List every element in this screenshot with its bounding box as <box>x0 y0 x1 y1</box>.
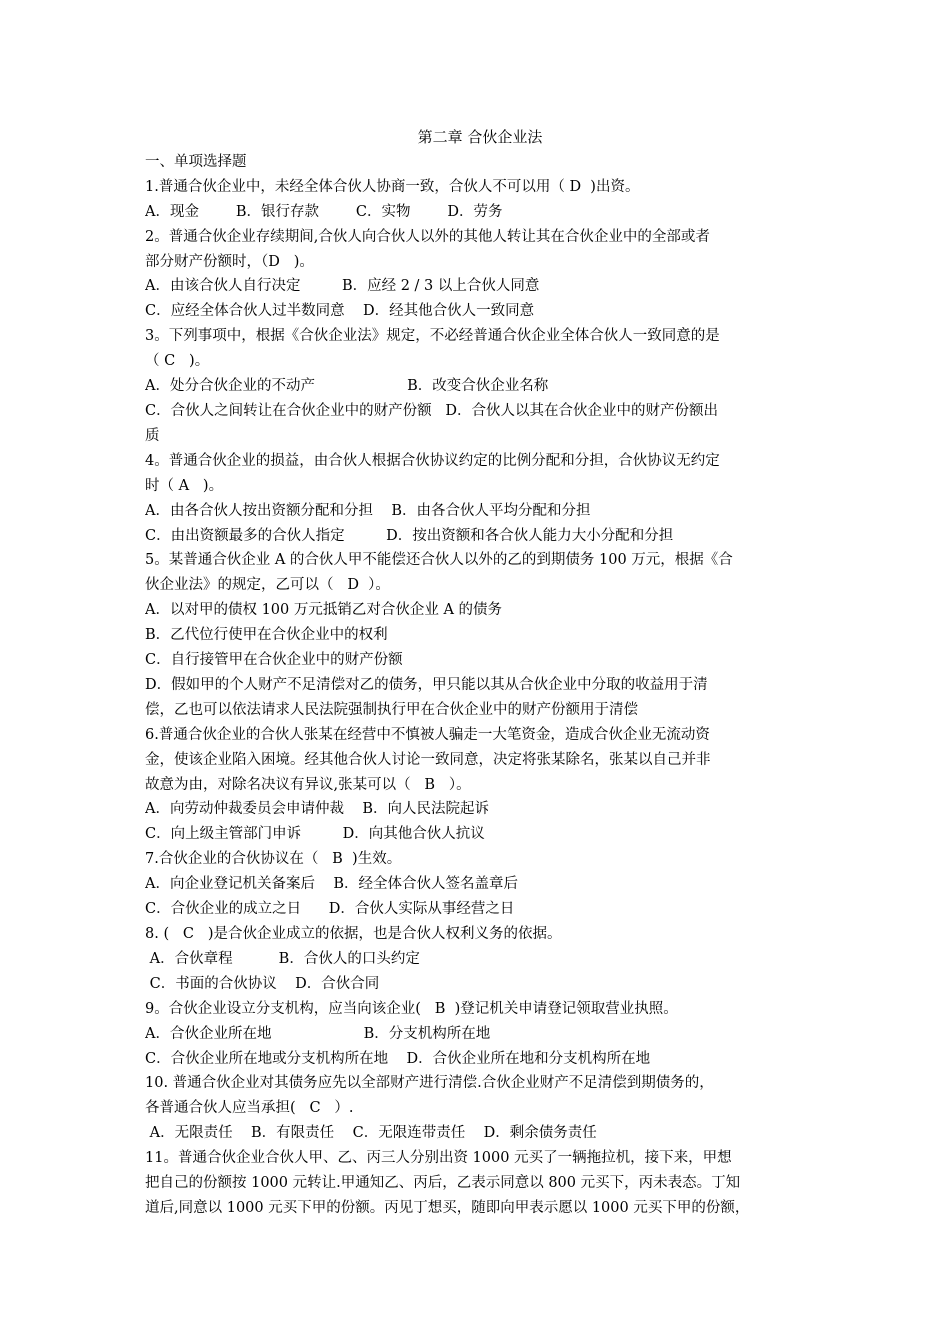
text-line: 7.合伙企业的合伙协议在（ B )生效。 <box>145 851 402 868</box>
text-line: 2。普通合伙企业存续期间,合伙人向合伙人以外的其他人转让其在合伙企业中的全部或者 <box>145 228 710 245</box>
text-line: A．以对甲的债权 100 万元抵销乙对合伙企业 A 的债务 <box>145 602 503 619</box>
text-line: 各普通合伙人应当承担( C ）. <box>145 1100 354 1117</box>
text-line: 10. 普通合伙企业对其债务应先以全部财产进行清偿.合伙企业财产不足清偿到期债务的， <box>145 1075 714 1092</box>
text-line: C．由出资额最多的合伙人指定 D．按出资额和各合伙人能力大小分配和分担 <box>145 527 674 544</box>
text-line: A．无限责任 B．有限责任 C．无限连带责任 D．剩余债务责任 <box>145 1125 597 1142</box>
document-page <box>145 125 815 1221</box>
text-line: A．向企业登记机关备案后 B．经全体合伙人签名盖章后 <box>145 876 519 893</box>
text-line: 金，使该企业陷入困境。经其他合伙人讨论一致同意，决定将张某除名，张某以自己并非 <box>145 751 711 768</box>
text-line: 伙企业法》的规定，乙可以（ D ）。 <box>145 577 390 594</box>
text-line: C．自行接管甲在合伙企业中的财产份额 <box>145 652 403 669</box>
text-line: D．假如甲的个人财产不足清偿对乙的债务，甲只能以其从合伙企业中分取的收益用于清 <box>145 676 708 693</box>
text-line: 11。普通合伙企业合伙人甲、乙、丙三人分别出资 1000 元买了一辆拖拉机，接下来，甲想 <box>145 1150 732 1167</box>
text-line: 4。普通合伙企业的损益，由合伙人根据合伙协议约定的比例分配和分担，合伙协议无约定 <box>145 452 720 469</box>
text-line: 9。合伙企业设立分支机构，应当向该企业( B )登记机关申请登记领取营业执照。 <box>145 1000 678 1017</box>
text-line: C．合伙企业的成立之日 D．合伙人实际从事经营之日 <box>145 901 515 918</box>
text-line: C．合伙企业所在地或分支机构所在地 D．合伙企业所在地和分支机构所在地 <box>145 1050 651 1067</box>
text-line: B．乙代位行使甲在合伙企业中的权利 <box>145 627 388 644</box>
text-line: 质 <box>145 427 160 444</box>
text-line: 把自己的份额按 1000 元转让.甲通知乙、丙后，乙表示同意以 800 元买下，丙未表态。丁知 <box>145 1175 741 1192</box>
text-line: 6.普通合伙企业的合伙人张某在经营中不慎被人骗走一大笔资金，造成合伙企业无流动资 <box>145 726 710 743</box>
text-line: A．处分合伙企业的不动产 B．改变合伙企业名称 <box>145 378 549 395</box>
text-line: A．向劳动仲裁委员会申请仲裁 B．向人民法院起诉 <box>145 801 490 818</box>
chapter-title: 第二章 合伙企业法 <box>417 128 543 146</box>
text-line: 5。某普通合伙企业 A 的合伙人甲不能偿还合伙人以外的乙的到期债务 100 万元，根据《合 <box>145 552 733 569</box>
text-line: 8. ( C )是合伙企业成立的依据，也是合伙人权利义务的依据。 <box>145 926 562 942</box>
text-line: 故意为由，对除名决议有异议,张某可以（ B ）。 <box>145 776 471 793</box>
text-line: （ C )。 <box>145 353 210 370</box>
document-body <box>145 150 815 1221</box>
text-line: 时（ A )。 <box>145 477 224 494</box>
text-line: A．由该合伙人自行决定 B．应经 2 / 3 以上合伙人同意 <box>145 278 540 295</box>
text-line: C．应经全体合伙人过半数同意 D．经其他合伙人一致同意 <box>145 303 535 320</box>
text-line: 部分财产份额时，（D )。 <box>145 253 314 270</box>
text-line: C．书面的合伙协议 D．合伙合同 <box>145 975 380 992</box>
text-line: 3。下列事项中，根据《合伙企业法》规定，不必经普通合伙企业全体合伙人一致同意的是 <box>145 328 720 345</box>
text-line: C．向上级主管部门申诉 D．向其他合伙人抗议 <box>145 826 485 843</box>
text-line: 偿，乙也可以依法请求人民法院强制执行甲在合伙企业中的财产份额用于清偿 <box>145 701 638 718</box>
text-line: 道后,同意以 1000 元买下甲的份额。丙见丁想买，随即向甲表示愿以 1000 元买下甲的份额， <box>145 1199 750 1216</box>
text-line: C．合伙人之间转让在合伙企业中的财产份额 D．合伙人以其在合伙企业中的财产份额出 <box>145 402 719 419</box>
text-line: A．合伙企业所在地 B．分支机构所在地 <box>145 1025 491 1042</box>
text-line: A．现金 B．银行存款 C．实物 D．劳务 <box>145 203 503 220</box>
text-line: 1.普通合伙企业中，未经全体合伙人协商一致，合伙人不可以用（ D )出资。 <box>145 178 640 195</box>
text-line: A．合伙章程 B．合伙人的口头约定 <box>145 950 420 967</box>
text-line: 一、单项选择题 <box>145 153 247 170</box>
text-line: A．由各合伙人按出资额分配和分担 B．由各合伙人平均分配和分担 <box>145 502 591 519</box>
